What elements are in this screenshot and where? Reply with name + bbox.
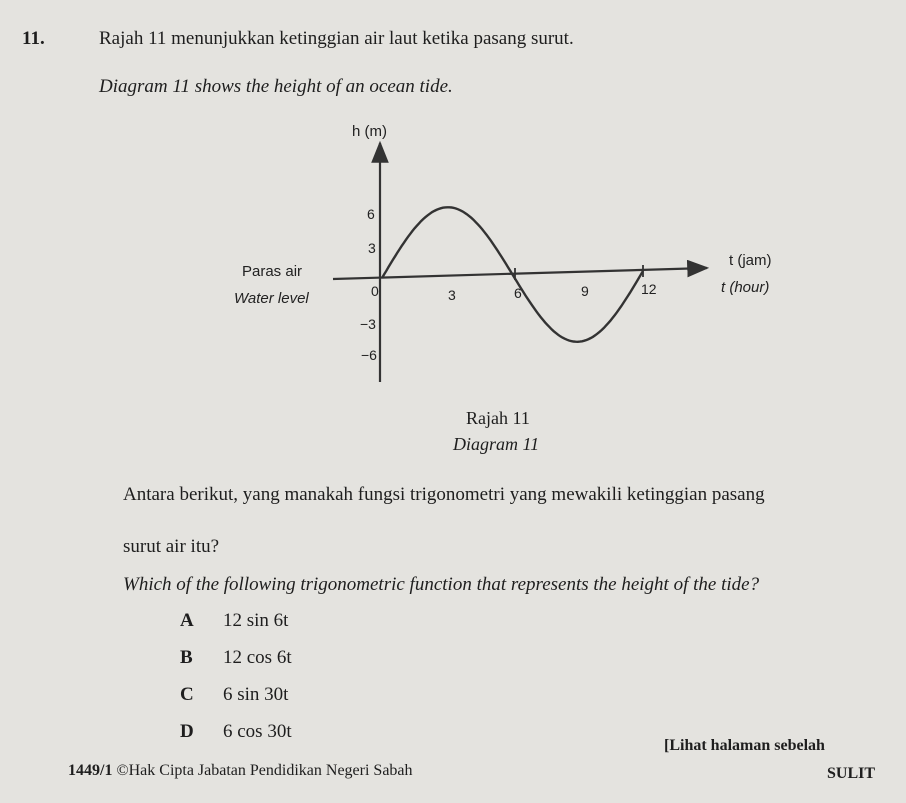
x-axis — [333, 268, 707, 279]
option-letter: C — [180, 684, 194, 705]
question-text-malay: Rajah 11 menunjukkan ketinggian air laut ketika pasang surut. — [99, 28, 574, 49]
y-tick-label-neg6: −6 — [361, 347, 377, 363]
option-text: 12 sin 6t — [223, 610, 289, 631]
diagram-caption-malay: Rajah 11 — [466, 408, 530, 428]
option-text: 6 sin 30t — [223, 684, 289, 705]
option-text: 6 cos 30t — [223, 721, 292, 742]
x-axis-label-malay: t (jam) — [729, 252, 772, 269]
footer-copyright — [68, 762, 413, 780]
y-tick-label-0: 0 — [371, 283, 379, 299]
option-b[interactable] — [180, 647, 292, 669]
prompt-malay-line2: surut air itu? — [123, 536, 220, 557]
option-text: 12 cos 6t — [223, 647, 292, 668]
prompt-malay-line1: Antara berikut, yang manakah fungsi trigonometri yang mewakili ketinggian pasang — [123, 484, 765, 505]
y-tick-label-6: 6 — [367, 206, 375, 222]
diagram-caption-english: Diagram 11 — [453, 434, 540, 454]
water-level-label-malay: Paras air — [242, 263, 303, 280]
water-level-label-english: Water level — [234, 290, 309, 307]
x-tick-label-9: 9 — [581, 283, 589, 299]
option-a[interactable] — [180, 610, 288, 632]
prompt-english: Which of the following trigonometric function that represents the height of the tide? — [123, 574, 760, 595]
option-d[interactable] — [180, 721, 292, 743]
question-number: 11. — [22, 28, 45, 49]
y-tick-label-3: 3 — [368, 240, 376, 256]
question-text-english: Diagram 11 shows the height of an ocean tide. — [99, 76, 453, 97]
tide-curve — [382, 207, 643, 341]
option-letter: D — [180, 721, 194, 742]
option-letter: A — [180, 610, 194, 631]
x-axis-label-english: t (hour) — [721, 279, 770, 296]
option-letter: B — [180, 647, 193, 668]
classification-label: SULIT — [827, 765, 876, 782]
copyright-text: ©Hak Cipta Jabatan Pendidikan Negeri Sabah — [116, 762, 413, 779]
x-tick-label-6: 6 — [514, 285, 522, 301]
next-page-note: [Lihat halaman sebelah — [664, 737, 825, 754]
paper-code: 1449/1 — [68, 762, 113, 779]
y-axis-label: h (m) — [352, 123, 387, 140]
option-c[interactable] — [180, 684, 288, 706]
y-tick-label-neg3: −3 — [360, 316, 376, 332]
x-tick-label-3: 3 — [448, 287, 456, 303]
x-tick-label-12: 12 — [641, 281, 657, 297]
